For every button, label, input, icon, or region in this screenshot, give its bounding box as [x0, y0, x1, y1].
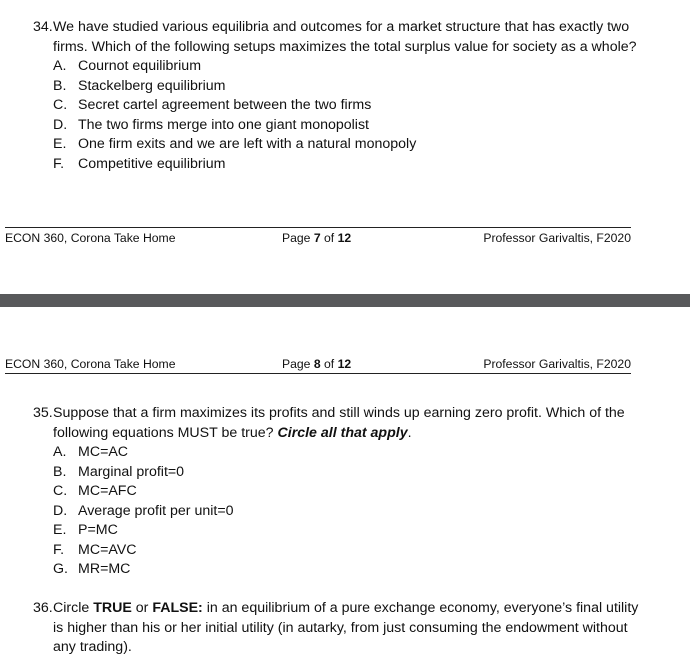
- option-text: MC=AVC: [78, 541, 137, 558]
- footer-course: ECON 360, Corona Take Home: [5, 231, 176, 245]
- answer-option: [53, 482, 643, 502]
- answer-options: [53, 57, 643, 174]
- option-letter: B.: [53, 463, 67, 480]
- option-letter: D.: [53, 116, 68, 133]
- page-label: Page: [282, 231, 314, 245]
- question-number: 34.: [33, 19, 53, 35]
- option-text: Stackelberg equilibrium: [78, 77, 226, 94]
- false-word: FALSE:: [152, 600, 203, 616]
- page-8: [0, 307, 690, 664]
- true-word: TRUE: [93, 600, 132, 616]
- question-number: 35.: [33, 405, 53, 421]
- option-text: MC=AFC: [78, 483, 137, 499]
- header-course: ECON 360, Corona Take Home: [5, 357, 176, 371]
- option-letter: F.: [53, 541, 65, 558]
- page-total: 12: [337, 357, 352, 371]
- option-letter: D.: [53, 502, 68, 519]
- answer-option: [53, 57, 643, 77]
- footer-page-number: [282, 228, 351, 248]
- page-separator: [0, 294, 690, 307]
- option-text: Competitive equilibrium: [78, 155, 226, 172]
- page-label: Page: [282, 357, 314, 371]
- question-stem: [53, 404, 643, 443]
- option-text: Average profit per unit=0: [78, 502, 234, 519]
- answer-option: [53, 96, 643, 116]
- answer-option: [53, 155, 643, 175]
- answer-option: [53, 521, 643, 541]
- page-footer: [5, 227, 631, 247]
- footer-professor: Professor Garivaltis, F2020: [483, 231, 631, 245]
- question-35: [33, 404, 643, 580]
- header-professor: Professor Garivaltis, F2020: [483, 357, 631, 371]
- question-number: 36.: [33, 600, 53, 616]
- question-34: [33, 18, 643, 174]
- page-current: 8: [313, 357, 321, 371]
- option-letter: E.: [53, 522, 67, 538]
- answer-option: [53, 560, 643, 580]
- option-letter: A.: [53, 444, 67, 460]
- question-stem: [53, 599, 643, 658]
- option-text: MC=AC: [78, 444, 129, 460]
- option-text: Secret cartel agreement between the two firms: [78, 97, 372, 113]
- page-current: 7: [313, 231, 321, 245]
- stem-pre: Circle: [53, 600, 94, 616]
- option-letter: E.: [53, 136, 67, 152]
- option-letter: B.: [53, 77, 67, 94]
- page-of: of: [320, 357, 338, 371]
- answer-option: [53, 135, 643, 155]
- page-header: [5, 354, 631, 374]
- page-7: [0, 0, 690, 294]
- option-text: One firm exits and we are left with a natural monopoly: [78, 136, 417, 152]
- page-of: of: [320, 231, 338, 245]
- answer-option: [53, 502, 643, 522]
- answer-option: [53, 443, 643, 463]
- option-letter: F.: [53, 155, 65, 172]
- header-page-number: [282, 354, 351, 374]
- question-stem: We have studied various equilibria and outcomes for a market structure that has exactly two firms. Which of the following setups maximizes the total surplus value for society as a whole?: [53, 19, 637, 55]
- option-text: MR=MC: [78, 561, 131, 577]
- answer-option: [53, 77, 643, 97]
- stem-or: or: [131, 600, 153, 616]
- option-letter: C.: [53, 483, 68, 499]
- question-36: [33, 599, 643, 658]
- option-letter: A.: [53, 58, 67, 74]
- page-total: 12: [337, 231, 352, 245]
- option-text: Cournot equilibrium: [78, 58, 202, 74]
- stem-text: in an equilibrium of a pure exchange economy, everyone’s final utility is higher than his or her initial utility (in autarky, from just consuming the endowment without any trading).: [53, 600, 639, 655]
- answer-option: [53, 541, 643, 561]
- option-text: P=MC: [78, 522, 118, 538]
- option-letter: C.: [53, 97, 68, 113]
- option-letter: G.: [53, 561, 68, 577]
- answer-options: [53, 443, 643, 580]
- option-text: The two firms merge into one giant monopolist: [78, 116, 369, 133]
- answer-option: [53, 116, 643, 136]
- option-text: Marginal profit=0: [78, 463, 185, 480]
- stem-end: .: [407, 424, 412, 441]
- answer-option: [53, 463, 643, 483]
- stem-text: Suppose that a firm maximizes its profits and still winds up earning zero profit. Which of the following equations MUST be true?: [53, 405, 625, 441]
- stem-emphasis: Circle all that apply: [277, 424, 408, 441]
